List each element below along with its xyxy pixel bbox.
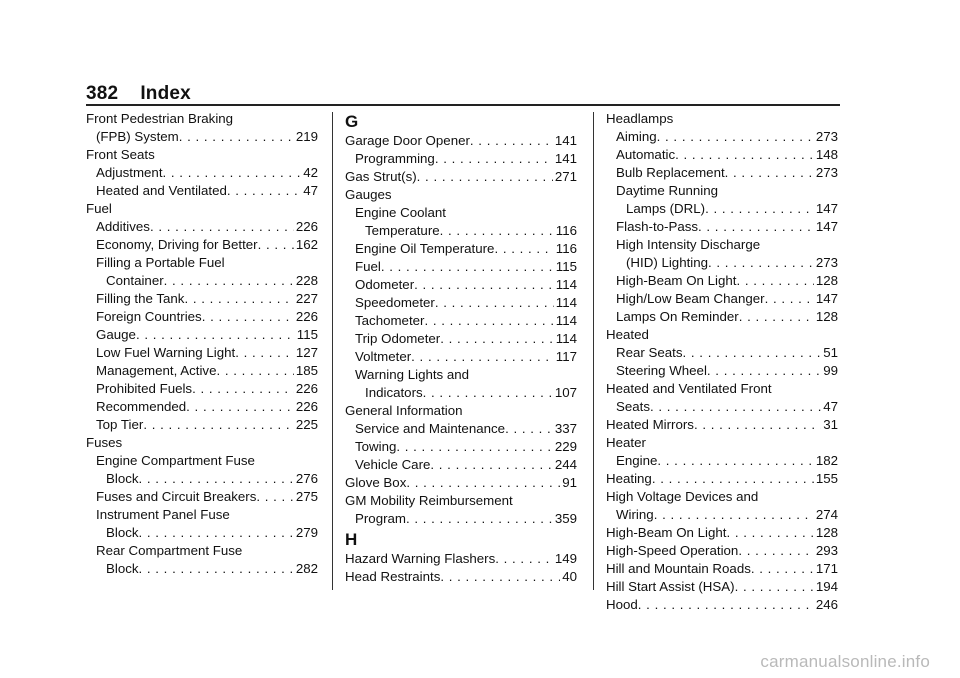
entry-label: Heated Mirrors — [606, 417, 694, 432]
dot-leader — [726, 524, 813, 542]
index-entry — [86, 272, 318, 290]
index-entry — [345, 132, 577, 150]
index-entry — [606, 596, 838, 614]
index-entry — [606, 218, 838, 236]
index-entry — [606, 524, 838, 542]
dot-leader — [202, 308, 294, 326]
entry-label: General Information — [345, 403, 463, 418]
entry-label: Vehicle Care — [355, 457, 431, 472]
entry-page-number: 31 — [823, 417, 838, 432]
dot-leader — [435, 150, 553, 168]
index-entry — [345, 204, 577, 222]
dot-leader — [235, 344, 294, 362]
entry-page-number: 279 — [295, 525, 318, 540]
entry-label: Foreign Countries — [96, 309, 202, 324]
entry-label: Hill and Mountain Roads — [606, 561, 751, 576]
entry-label: Lamps On Reminder — [616, 309, 739, 324]
entry-label: Odometer — [355, 277, 415, 292]
dot-leader — [707, 362, 821, 380]
entry-page-number: 147 — [815, 219, 838, 234]
dot-leader — [414, 276, 554, 294]
entry-label: High/Low Beam Changer — [616, 291, 765, 306]
entry-label: Hood — [606, 597, 638, 612]
entry-label: Fuel — [355, 259, 381, 274]
dot-leader — [736, 272, 813, 290]
index-entry — [606, 182, 838, 200]
entry-page-number: 115 — [296, 327, 318, 342]
entry-label: Temperature — [365, 223, 440, 238]
dot-leader — [694, 416, 821, 434]
entry-label: Adjustment — [96, 165, 163, 180]
entry-page-number: 114 — [555, 295, 577, 310]
dot-leader — [738, 542, 813, 560]
entry-page-number: 229 — [554, 439, 577, 454]
entry-label: Instrument Panel Fuse — [96, 507, 230, 522]
entry-label: Service and Maintenance — [355, 421, 506, 436]
entry-page-number: 194 — [815, 579, 838, 594]
entry-page-number: 275 — [295, 489, 318, 504]
index-entry — [606, 560, 838, 578]
index-entry — [606, 380, 838, 398]
entry-label: Container — [106, 273, 164, 288]
index-entry — [86, 416, 318, 434]
index-column-1 — [86, 110, 318, 578]
index-entry — [86, 218, 318, 236]
index-entry — [345, 240, 577, 258]
entry-page-number: 182 — [815, 453, 838, 468]
index-column-2 — [345, 110, 577, 586]
index-entry — [606, 578, 838, 596]
dot-leader — [652, 470, 814, 488]
entry-page-number: 147 — [815, 201, 838, 216]
entry-label: GM Mobility Reimbursement — [345, 493, 513, 508]
entry-label: Trip Odometer — [355, 331, 441, 346]
index-entry — [86, 200, 318, 218]
index-entry — [606, 398, 838, 416]
dot-leader — [430, 456, 552, 474]
dot-leader — [735, 578, 814, 596]
index-entry — [86, 380, 318, 398]
section-letter: H — [345, 530, 358, 549]
header-rule — [86, 104, 840, 106]
entry-label: High-Beam On Light — [616, 273, 737, 288]
index-entry — [345, 550, 577, 568]
index-entry — [345, 258, 577, 276]
entry-page-number: 42 — [303, 165, 318, 180]
dot-leader — [136, 326, 295, 344]
entry-page-number: 115 — [555, 259, 577, 274]
entry-label: High Intensity Discharge — [616, 237, 761, 252]
entry-page-number: 47 — [303, 183, 318, 198]
index-entry — [345, 456, 577, 474]
entry-page-number: 273 — [815, 129, 838, 144]
dot-leader — [739, 308, 814, 326]
entry-label: Speedometer — [355, 295, 435, 310]
page-header — [86, 83, 191, 105]
index-entry — [345, 330, 577, 348]
entry-label: Heated and Ventilated — [96, 183, 227, 198]
dot-leader — [657, 452, 813, 470]
entry-label: Prohibited Fuels — [96, 381, 193, 396]
dot-leader — [406, 474, 560, 492]
entry-label: Gauges — [345, 187, 392, 202]
entry-label: Headlamps — [606, 111, 674, 126]
entry-page-number: 359 — [554, 511, 577, 526]
index-entry — [345, 312, 577, 330]
entry-label: Low Fuel Warning Light — [96, 345, 236, 360]
dot-leader — [638, 596, 814, 614]
entry-page-number: 273 — [815, 255, 838, 270]
entry-page-number: 114 — [555, 331, 577, 346]
entry-label: Filling a Portable Fuel — [96, 255, 225, 270]
entry-page-number: 107 — [554, 385, 577, 400]
index-column-3 — [606, 110, 838, 614]
entry-page-number: 337 — [554, 421, 577, 436]
entry-page-number: 226 — [295, 309, 318, 324]
index-entry — [606, 542, 838, 560]
entry-label: Management, Active — [96, 363, 217, 378]
entry-label: Hill Start Assist (HSA) — [606, 579, 735, 594]
entry-page-number: 116 — [555, 241, 577, 256]
entry-label: Towing — [355, 439, 397, 454]
entry-label: Voltmeter — [355, 349, 412, 364]
entry-label: Gas Strut(s) — [345, 169, 417, 184]
entry-page-number: 116 — [555, 223, 577, 238]
entry-page-number: 225 — [295, 417, 318, 432]
index-entry — [606, 128, 838, 146]
dot-leader — [698, 218, 814, 236]
entry-page-number: 246 — [815, 597, 838, 612]
index-entry — [606, 470, 838, 488]
index-entry — [86, 236, 318, 254]
entry-page-number: 51 — [823, 345, 838, 360]
entry-label: Heated and Ventilated Front — [606, 381, 772, 396]
index-entry — [345, 366, 577, 384]
index-entry — [606, 254, 838, 272]
index-entry — [86, 524, 318, 542]
dot-leader — [725, 164, 814, 182]
index-entry — [606, 434, 838, 452]
entry-label: Garage Door Opener — [345, 133, 470, 148]
entry-page-number: 274 — [815, 507, 838, 522]
index-entry — [86, 146, 318, 164]
index-entry — [606, 326, 838, 344]
entry-page-number: 117 — [555, 349, 577, 364]
entry-label: Gauge — [96, 327, 136, 342]
dot-leader — [440, 222, 554, 240]
entry-label: Rear Compartment Fuse — [96, 543, 243, 558]
dot-leader — [164, 272, 294, 290]
dot-leader — [192, 380, 294, 398]
index-entry — [606, 146, 838, 164]
index-entry — [606, 344, 838, 362]
dot-leader — [424, 312, 553, 330]
entry-page-number: 141 — [554, 151, 577, 166]
index-entry — [345, 474, 577, 492]
entry-label: Hazard Warning Flashers — [345, 551, 496, 566]
entry-label: Additives — [96, 219, 150, 234]
entry-page-number: 226 — [295, 399, 318, 414]
page-number: 382 — [86, 83, 119, 104]
index-entry — [86, 470, 318, 488]
dot-leader — [495, 550, 553, 568]
dot-leader — [440, 568, 560, 586]
dot-leader — [163, 164, 302, 182]
index-entry — [86, 164, 318, 182]
entry-label: Warning Lights and — [355, 367, 470, 382]
dot-leader — [705, 200, 814, 218]
entry-label: High Voltage Devices and — [606, 489, 759, 504]
index-entry — [86, 110, 318, 128]
dot-leader — [139, 560, 294, 578]
entry-page-number: 128 — [815, 309, 838, 324]
dot-leader — [423, 384, 553, 402]
watermark: carmanualsonline.info — [760, 652, 930, 671]
entry-page-number: 226 — [295, 219, 318, 234]
index-entry — [606, 200, 838, 218]
entry-page-number: 155 — [815, 471, 838, 486]
index-entry — [345, 568, 577, 586]
index-entry — [606, 236, 838, 254]
index-entry — [606, 164, 838, 182]
entry-page-number: 47 — [823, 399, 838, 414]
entry-page-number: 244 — [554, 457, 577, 472]
entry-page-number: 276 — [295, 471, 318, 486]
dot-leader — [654, 506, 814, 524]
entry-page-number: 148 — [815, 147, 838, 162]
entry-page-number: 162 — [295, 237, 318, 252]
entry-label: Economy, Driving for Better — [96, 237, 258, 252]
dot-leader — [139, 470, 294, 488]
entry-label: Seats — [616, 399, 651, 414]
entry-label: Heated — [606, 327, 649, 342]
index-entry — [606, 488, 838, 506]
index-entry — [606, 308, 838, 326]
entry-page-number: 40 — [562, 569, 577, 584]
entry-page-number: 147 — [815, 291, 838, 306]
index-entry — [86, 398, 318, 416]
entry-label: Recommended — [96, 399, 187, 414]
entry-page-number: 293 — [815, 543, 838, 558]
index-entry — [345, 186, 577, 204]
entry-label: Wiring — [616, 507, 654, 522]
entry-label: Fuses and Circuit Breakers — [96, 489, 257, 504]
entry-page-number: 114 — [555, 313, 577, 328]
entry-page-number: 219 — [295, 129, 318, 144]
entry-label: Bulb Replacement — [616, 165, 725, 180]
dot-leader — [406, 510, 553, 528]
index-entry — [345, 348, 577, 366]
entry-page-number: 282 — [295, 561, 318, 576]
entry-label: (HID) Lighting — [626, 255, 709, 270]
column-divider — [593, 112, 594, 590]
entry-page-number: 149 — [554, 551, 577, 566]
dot-leader — [765, 290, 814, 308]
index-entry — [86, 434, 318, 452]
entry-page-number: 273 — [815, 165, 838, 180]
dot-leader — [657, 128, 814, 146]
page-title: Index — [140, 83, 191, 104]
entry-label: Block — [106, 561, 139, 576]
index-entry — [606, 362, 838, 380]
entry-label: Engine — [616, 453, 658, 468]
dot-leader — [440, 330, 554, 348]
index-entry — [606, 110, 838, 128]
index-entry — [86, 290, 318, 308]
entry-label: Fuses — [86, 435, 123, 450]
entry-label: Head Restraints — [345, 569, 441, 584]
index-entry — [86, 362, 318, 380]
entry-label: Rear Seats — [616, 345, 683, 360]
index-entry — [345, 168, 577, 186]
index-entry — [606, 272, 838, 290]
dot-leader — [216, 362, 293, 380]
entry-label: Block — [106, 471, 139, 486]
dot-leader — [139, 524, 294, 542]
dot-leader — [186, 398, 294, 416]
entry-label: (FPB) System — [96, 129, 179, 144]
column-divider — [332, 112, 333, 590]
entry-page-number: 99 — [823, 363, 838, 378]
section-letter: G — [345, 112, 359, 131]
dot-leader — [470, 132, 553, 150]
dot-leader — [256, 488, 293, 506]
entry-page-number: 141 — [554, 133, 577, 148]
dot-leader — [650, 398, 821, 416]
index-entry — [345, 294, 577, 312]
entry-page-number: 127 — [295, 345, 318, 360]
index-entry — [345, 510, 577, 528]
entry-label: Front Seats — [86, 147, 155, 162]
entry-label: Programming — [355, 151, 435, 166]
index-entry — [86, 560, 318, 578]
entry-label: Indicators — [365, 385, 423, 400]
entry-label: Program — [355, 511, 406, 526]
entry-page-number: 228 — [295, 273, 318, 288]
dot-leader — [411, 348, 554, 366]
entry-label: Steering Wheel — [616, 363, 707, 378]
dot-leader — [227, 182, 301, 200]
entry-page-number: 271 — [554, 169, 577, 184]
index-entry — [86, 308, 318, 326]
index-entry — [345, 492, 577, 510]
entry-label: Engine Coolant — [355, 205, 446, 220]
dot-leader — [708, 254, 814, 272]
index-entry — [86, 254, 318, 272]
entry-label: Lamps (DRL) — [626, 201, 706, 216]
entry-label: High-Speed Operation — [606, 543, 739, 558]
entry-label: Flash-to-Pass — [616, 219, 699, 234]
entry-page-number: 171 — [815, 561, 838, 576]
dot-leader — [381, 258, 554, 276]
entry-label: Automatic — [616, 147, 676, 162]
index-entry — [345, 420, 577, 438]
entry-label: High-Beam On Light — [606, 525, 727, 540]
entry-label: Engine Compartment Fuse — [96, 453, 255, 468]
index-entry — [345, 438, 577, 456]
index-entry — [606, 452, 838, 470]
index-entry — [345, 276, 577, 294]
entry-page-number: 128 — [815, 273, 838, 288]
index-entry — [86, 344, 318, 362]
entry-label: Block — [106, 525, 139, 540]
dot-leader — [675, 146, 814, 164]
index-entry — [345, 384, 577, 402]
index-entry — [606, 506, 838, 524]
dot-leader — [751, 560, 814, 578]
index-entry — [345, 150, 577, 168]
dot-leader — [184, 290, 293, 308]
entry-label: Top Tier — [96, 417, 144, 432]
index-entry — [345, 222, 577, 240]
entry-page-number: 226 — [295, 381, 318, 396]
entry-label: Front Pedestrian Braking — [86, 111, 234, 126]
entry-label: Heating — [606, 471, 652, 486]
entry-label: Heater — [606, 435, 646, 450]
dot-leader — [258, 236, 294, 254]
dot-leader — [143, 416, 294, 434]
index-entry — [86, 488, 318, 506]
entry-label: Aiming — [616, 129, 657, 144]
dot-leader — [683, 344, 822, 362]
entry-page-number: 128 — [815, 525, 838, 540]
index-entry — [86, 182, 318, 200]
entry-page-number: 185 — [295, 363, 318, 378]
entry-label: Engine Oil Temperature — [355, 241, 495, 256]
index-entry — [606, 290, 838, 308]
dot-leader — [505, 420, 553, 438]
index-entry — [606, 416, 838, 434]
entry-label: Tachometer — [355, 313, 425, 328]
entry-label: Glove Box — [345, 475, 407, 490]
entry-label: Daytime Running — [616, 183, 718, 198]
dot-leader — [494, 240, 553, 258]
index-entry — [86, 128, 318, 146]
index-entry — [86, 452, 318, 470]
entry-label: Filling the Tank — [96, 291, 185, 306]
entry-page-number: 227 — [295, 291, 318, 306]
dot-leader — [417, 168, 553, 186]
index-entry — [345, 402, 577, 420]
entry-label: Fuel — [86, 201, 112, 216]
dot-leader — [396, 438, 552, 456]
dot-leader — [179, 128, 294, 146]
index-entry — [86, 542, 318, 560]
index-entry — [86, 326, 318, 344]
dot-leader — [150, 218, 294, 236]
entry-page-number: 91 — [562, 475, 577, 490]
dot-leader — [435, 294, 554, 312]
index-entry — [86, 506, 318, 524]
entry-page-number: 114 — [555, 277, 577, 292]
